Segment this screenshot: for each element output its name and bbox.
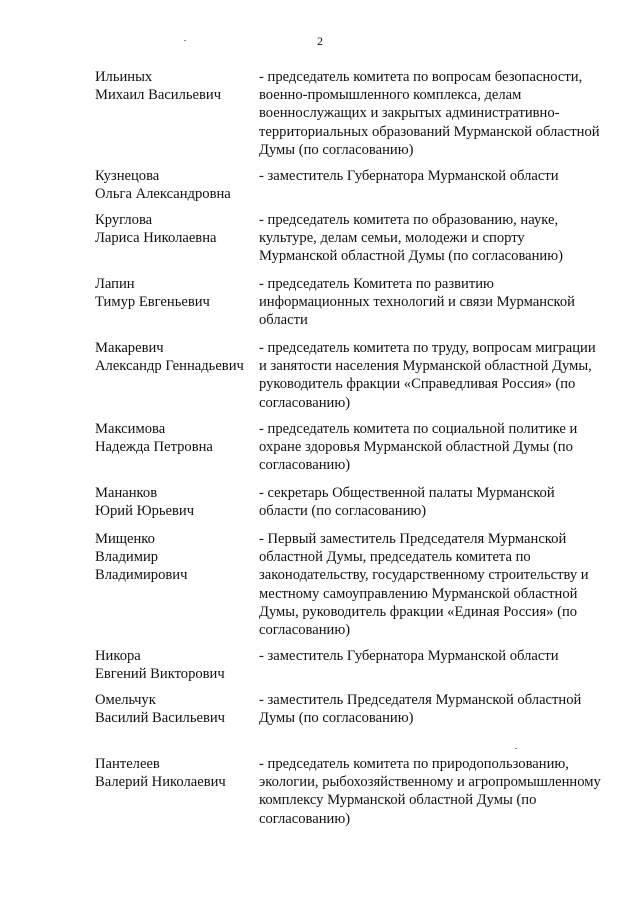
member-name	[95, 211, 260, 247]
member-surname: Максимова	[95, 421, 166, 437]
member-role: - председатель Комитета по развитию информационных технологий и связи Мурманской области	[259, 276, 575, 329]
member-name	[95, 647, 260, 683]
member-given-name: Василий Васильевич	[95, 710, 226, 727]
member-name	[95, 339, 260, 375]
member-name	[95, 691, 260, 727]
member-given-name: Михаил Васильевич	[95, 87, 222, 104]
member-given-name: Ольга Александровна	[95, 186, 231, 203]
member-name	[95, 484, 260, 520]
member-surname: Кузнецова	[95, 168, 160, 184]
member-name	[95, 68, 260, 104]
member-given-name: Евгений Викторович	[95, 666, 225, 683]
member-given-name: Александр Геннадьевич	[95, 358, 244, 375]
member-name	[95, 275, 260, 311]
member-surname: Пантелеев	[95, 756, 160, 772]
member-role: - заместитель Губернатора Мурманской области	[259, 168, 559, 184]
member-role: - председатель комитета по социальной политике и охране здоровья Мурманской областной Думы (по согласованию)	[259, 421, 578, 474]
member-name	[95, 755, 260, 791]
member-surname: Мананков	[95, 485, 158, 501]
member-given-name: Владимир	[95, 549, 159, 566]
member-role: - председатель комитета по труду, вопросам миграции и занятости населения Мурманской областной Думы, руководитель фракции «Справедливая Россия» (по согласованию)	[259, 340, 596, 411]
page-number: 2	[317, 34, 323, 48]
member-role: - председатель комитета по природопользованию, экологии, рыбохозяйственному и агропромышленному комплексу Мурманской областной Думы (по согласованию)	[259, 756, 601, 827]
member-patronymic: Владимирович	[95, 567, 188, 584]
member-surname: Никора	[95, 648, 141, 664]
member-given-name: Надежда Петровна	[95, 439, 213, 456]
member-given-name: Тимур Евгеньевич	[95, 294, 210, 311]
member-surname: Мищенко	[95, 531, 155, 547]
member-name	[95, 530, 260, 585]
member-surname: Омельчук	[95, 692, 156, 708]
member-role: - секретарь Общественной палаты Мурманской области (по согласованию)	[259, 485, 555, 520]
member-role: - председатель комитета по вопросам безопасности, военно-промышленного комплекса, делам военнослужащих и закрытых административно-территориальных образований Мурманской областной Думы (по согласованию)	[259, 69, 600, 158]
member-role: - председатель комитета по образованию, науке, культуре, делам семьи, молодежи и спорту Мурманской областной Думы (по согласованию)	[259, 212, 564, 265]
scan-speck	[515, 748, 517, 749]
member-surname: Макаревич	[95, 340, 164, 356]
member-surname: Круглова	[95, 212, 153, 228]
scan-speck	[184, 40, 186, 41]
member-given-name: Валерий Николаевич	[95, 774, 226, 791]
member-name	[95, 167, 260, 203]
member-given-name: Лариса Николаевна	[95, 230, 217, 247]
member-given-name: Юрий Юрьевич	[95, 503, 195, 520]
member-role: - Первый заместитель Председателя Мурманской областной Думы, председатель комитета по законодательству, государственному строительству и местному самоуправлению Мурманской областной Думы, руководитель фракции «Единая Россия» (по согласованию)	[259, 531, 589, 639]
member-role: - заместитель Губернатора Мурманской области	[259, 648, 559, 664]
member-name	[95, 420, 260, 456]
member-surname: Лапин	[95, 276, 135, 292]
member-surname: Ильиных	[95, 69, 153, 85]
member-role: - заместитель Председателя Мурманской областной Думы (по согласованию)	[259, 692, 582, 727]
